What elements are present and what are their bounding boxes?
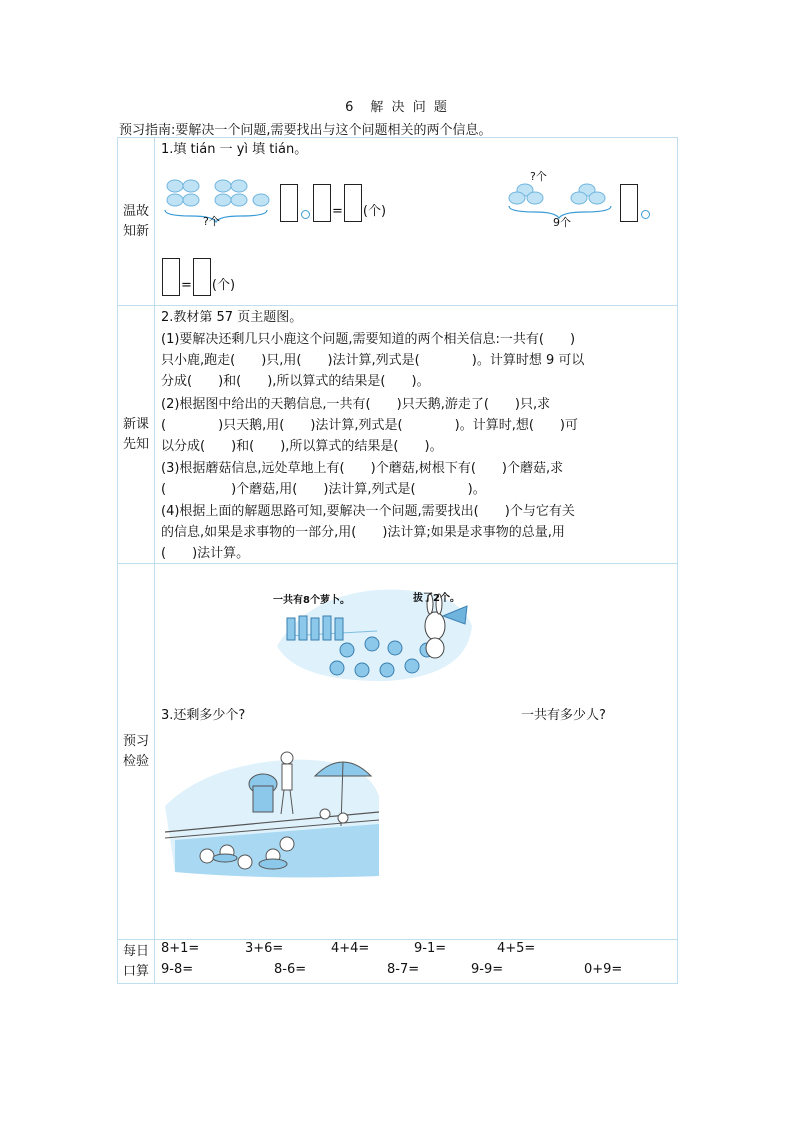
question-3b: 一共有多少人? (521, 708, 606, 723)
text-line: 以分成( )和( ),所以算式的结果是( )。 (161, 439, 443, 454)
equation-1 (279, 184, 386, 222)
unit-label: (个) (211, 278, 236, 293)
row-label-review-text: 温故 知新 (122, 203, 149, 239)
cloud-groups-left (161, 176, 281, 230)
operator-circle[interactable] (641, 210, 650, 219)
text-line: ( )只天鹅,用( )法计算,列式是( )。计算时,想( )可 (161, 418, 578, 433)
answer-box[interactable] (193, 258, 211, 296)
preview-guide: 预习指南:要解决一个问题,需要找出与这个问题相关的两个信息。 (119, 123, 492, 138)
oral-item: 3+6= (245, 941, 284, 956)
oral-item: 4+5= (497, 941, 536, 956)
answer-box[interactable] (280, 184, 298, 222)
oral-item: 9-9= (471, 962, 504, 977)
answer-box[interactable] (620, 184, 638, 222)
oral-item: 8+1= (161, 941, 200, 956)
oral-cell (155, 940, 677, 983)
operator-circle[interactable] (301, 210, 310, 219)
right-top-label: ?个 (530, 170, 547, 183)
bubble-total: 一共有8个萝卜。 (273, 595, 350, 606)
oral-item: 9-1= (414, 941, 447, 956)
text-line: 分成( )和( ),所以算式的结果是( )。 (161, 374, 430, 389)
equation-2-part (619, 184, 652, 222)
page-title: 6 解 决 问 题 (345, 100, 449, 115)
text-line: (2)根据图中给出的天鹅信息,一共有( )只天鹅,游走了( )只,求 (161, 397, 551, 412)
right-brace-label: 9个 (553, 216, 571, 229)
check-cell (155, 564, 677, 939)
review-cell (155, 138, 677, 305)
row-label-check-text: 预习 检验 (122, 733, 149, 769)
oral-item: 0+9= (584, 962, 623, 977)
oral-item: 9-8= (161, 962, 194, 977)
oral-item: 8-6= (274, 962, 307, 977)
answer-box[interactable] (162, 258, 180, 296)
row-label-new-text: 新课 先知 (122, 416, 149, 452)
unit-label: (个) (362, 204, 387, 219)
text-line: ( )个蘑菇,用( )法计算,列式是( )。 (161, 482, 486, 497)
bubble-pulled: 拔了2个。 (413, 593, 460, 604)
text-line: 的信息,如果是求事物的一部分,用( )法计算;如果是求事物的总量,用 (161, 525, 565, 540)
oral-item: 8-7= (387, 962, 420, 977)
worksheet-table (117, 137, 678, 984)
oral-item: 4+4= (331, 941, 370, 956)
equation-2-result (161, 258, 235, 296)
equals-sign: = (332, 204, 343, 219)
row-label-oral (118, 940, 155, 984)
row-label-new (118, 306, 155, 564)
new-lesson-cell (155, 306, 677, 563)
answer-box[interactable] (313, 184, 331, 222)
text-line: 只小鹿,跑走( )只,用( )法计算,列式是( )。计算时想 9 可以 (161, 353, 585, 368)
question-3: 3.还剩多少个? (161, 708, 246, 723)
pool-illustration (165, 736, 381, 880)
left-brace-label: ?个 (203, 215, 220, 228)
text-line: (4)根据上面的解题思路可知,要解决一个问题,需要找出( )个与它有关 (161, 504, 575, 519)
row-label-oral-text: 每日 口算 (122, 943, 149, 979)
equals-sign: = (181, 278, 192, 293)
text-line: ( )法计算。 (161, 546, 250, 561)
answer-box[interactable] (344, 184, 362, 222)
question-1: 1.填 tián 一 yì 填 tián。 (161, 142, 308, 157)
text-line: (3)根据蘑菇信息,远处草地上有( )个蘑菇,树根下有( )个蘑菇,求 (161, 461, 564, 476)
question-2: 2.教材第 57 页主题图。 (161, 310, 303, 325)
text-line: (1)要解决还剩几只小鹿这个问题,需要知道的两个相关信息:一共有( ) (161, 332, 576, 347)
row-label-review (118, 138, 155, 306)
row-label-check (118, 564, 155, 940)
